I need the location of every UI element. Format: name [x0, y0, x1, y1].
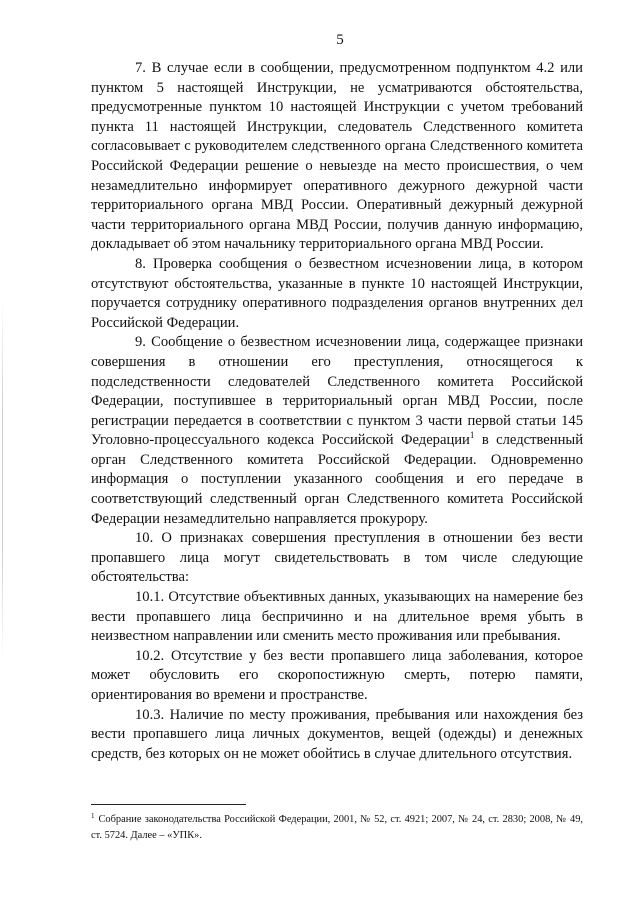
- paragraph-10-1: 10.1. Отсутствие объективных данных, указывающих на намерение без вести пропавшего лица беспричинно и на длительное время убыть в неизвестном направлении или сменить место проживания или пребывания.: [91, 589, 583, 645]
- footnote-divider: [91, 804, 246, 805]
- paragraph-8: 8. Проверка сообщения о безвестном исчезновении лица, в котором отсутствуют обстоятельства, указанные в пункте 10 настоящей Инструкции, поручается сотруднику оперативного подразделения органов внутренних дел Российской Федерации.: [91, 255, 583, 331]
- footnote-text: Собрание законодательства Российской Федерации, 2001, № 52, ст. 4921; 2007, № 24, ст. 2830; 2008, № 49, ст. 5724. Далее – «УПК».: [91, 814, 583, 841]
- paragraph-9-text: 9. Сообщение о безвестном исчезновении лица, содержащее признаки совершения в отношении его преступления, относящегося к подследственности следователей Следственного комитета Российской Федерации, поступившее в территориальный орган МВД России, после регистрации передается в соответствии с пунктом 3 части первой статьи 145 Уголовно-процессуального кодекса Российской Федерации: [91, 334, 583, 449]
- document-body: [91, 59, 583, 764]
- paragraph-7: 7. В случае если в сообщении, предусмотренном подпунктом 4.2 или пунктом 5 настоящей Инструкции, не усматриваются обстоятельства, предусмотренные пунктом 10 настоящей Инструкции с учетом требований пункта 11 настоящей Инструкции, следователь Следственного комитета согласовывает с руководителем следственного органа Следственного комитета Российской Федерации решение о невыезде на место происшествия, о чем незамедлительно информирует оперативного дежурного дежурной части территориального органа МВД России. Оперативный дежурный дежурной части территориального органа МВД России, получив данную информацию, докладывает об этом начальнику территориального органа МВД России.: [91, 60, 583, 253]
- scan-edge-shadow: [2, 300, 3, 660]
- paragraph-10-3: 10.3. Наличие по месту проживания, пребывания или нахождения без вести пропавшего лица личных документов, вещей (одежды) и денежных средств, без которых он не может обойтись в случае длительного отсутствия.: [91, 706, 583, 762]
- footnote-reference: 1: [469, 430, 475, 441]
- paragraph-9: [91, 333, 583, 529]
- paragraph-9-text-continued: в следственный орган Следственного комитета Российской Федерации. Одновременно информация о поступлении указанного сообщения и его передаче в соответствующий следственный орган Следственного комитета Российской Федерации незамедлительно направляется прокурору.: [91, 432, 583, 527]
- paragraph-10-2: 10.2. Отсутствие у без вести пропавшего лица заболевания, которое может обусловить его скоропостижную смерть, потерю памяти, ориентирования во времени и пространстве.: [91, 647, 583, 703]
- footnote-mark: 1: [91, 811, 95, 820]
- page-number: 5: [336, 32, 344, 48]
- footnote: [91, 812, 583, 844]
- paragraph-10: 10. О признаках совершения преступления в отношении без вести пропавшего лица могут свидетельствовать в том числе следующие обстоятельства:: [91, 530, 583, 586]
